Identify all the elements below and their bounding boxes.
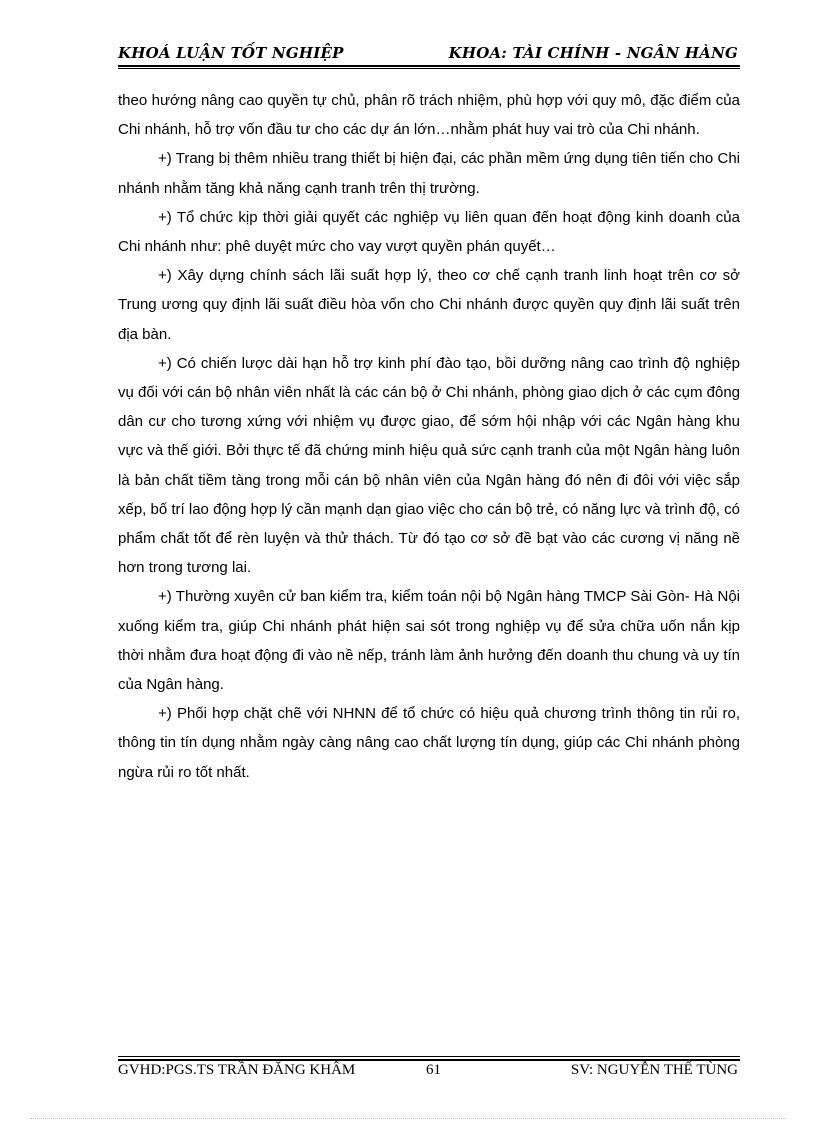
footer-divider [118, 1059, 740, 1061]
header-divider-thin [118, 68, 740, 69]
paragraph-operations: +) Tổ chức kịp thời giải quyết các nghiệp vụ liên quan đến hoạt động kinh doanh của Chi nhánh như: phê duyệt mức cho vay vượt quyền phán quyết… [118, 208, 740, 256]
header-thesis-title: KHOÁ LUẬN TỐT NGHIỆP [118, 44, 344, 62]
page-footer [118, 1062, 740, 1082]
page-number: 61 [426, 1062, 441, 1078]
body-text [118, 86, 740, 787]
page-bottom-border [30, 1118, 786, 1119]
paragraph-continuation: theo hướng nâng cao quyền tự chủ, phân rõ trách nhiệm, phù hợp với quy mô, đặc điểm của Chi nhánh, hỗ trợ vốn đầu tư cho các dự án lớn…nhằm phát huy vai trò của Chi nhánh. [118, 92, 740, 139]
paragraph-training: +) Có chiến lược dài hạn hỗ trợ kinh phí đào tạo, bồi dưỡng nâng cao trình độ nghiệp vụ đối với cán bộ nhân viên nhất là các cán bộ ở Chi nhánh, phòng giao dịch ở các cụm đông dân cư cho tương xứng với nhiệm vụ được giao, để sớm hội nhập với các Ngân hàng khu vực và thế giới. Bởi thực tế đã chứng minh hiệu quả sức cạnh tranh của một Ngân hàng luôn là bản chất tiềm tàng trong mỗi cán bộ nhân viên của Ngân hàng đó nên đi đôi với việc sắp xếp, bố trí lao động hợp lý cần mạnh dạn giao việc cho cán bộ trẻ, có năng lực và trình độ, có phẩm chất tốt để rèn luyện và thử thách. Từ đó tạo cơ sở đề bạt vào các cương vị năng nề hơn trong tương lai. [118, 354, 740, 577]
header-divider [118, 65, 740, 67]
footer-divider-thin [118, 1056, 740, 1057]
paragraph-audit: +) Thường xuyên cử ban kiểm tra, kiểm toán nội bộ Ngân hàng TMCP Sài Gòn- Hà Nội xuống kiểm tra, giúp Chi nhánh phát hiện sai sót trong nghiệp vụ để sửa chữa uốn nắn kịp thời nhằm đưa hoạt động đi vào nề nếp, tránh làm ảnh hưởng đến doanh thu chung và uy tín của Ngân hàng. [118, 588, 740, 694]
paragraph-equipment: +) Trang bị thêm nhiều trang thiết bị hiện đại, các phần mềm ứng dụng tiên tiến cho Chi nhánh nhằm tăng khả năng cạnh tranh trên thị trường. [118, 150, 740, 197]
paragraph-interest-policy: +) Xây dựng chính sách lãi suất hợp lý, theo cơ chế cạnh tranh linh hoạt trên cơ sở Trung ương quy định lãi suất điều hòa vốn cho Chi nhánh được quyền quy định lãi suất trên địa bàn. [118, 267, 740, 343]
footer-student: SV: NGUYỄN THẾ TÙNG [570, 1062, 738, 1078]
paragraph-risk-info: +) Phối hợp chặt chẽ với NHNN để tổ chức có hiệu quả chương trình thông tin rủi ro, thông tin tín dụng nhằm ngày càng nâng cao chất lượng tín dụng, giúp các Chi nhánh phòng ngừa rủi ro tốt nhất. [118, 705, 740, 781]
page-header [118, 44, 740, 66]
header-faculty: KHOA: TÀI CHÍNH - NGÂN HÀNG [448, 44, 738, 62]
footer-advisor: GVHD:PGS.TS TRẦN ĐĂNG KHÂM [118, 1062, 356, 1078]
